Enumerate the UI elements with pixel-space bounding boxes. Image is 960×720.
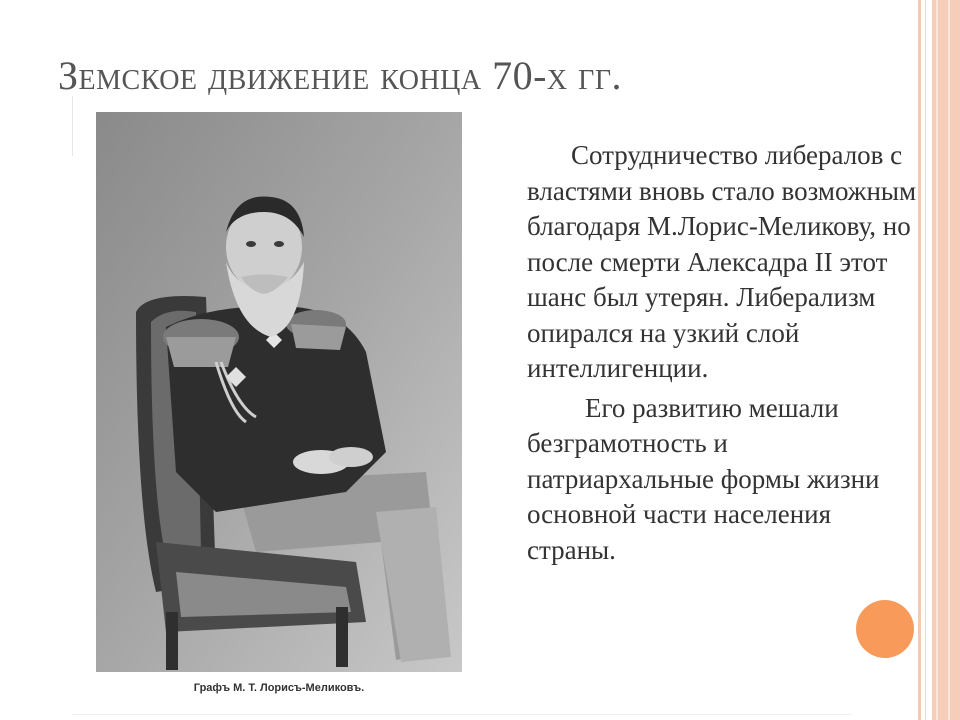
decorative-stripe [918,0,921,720]
decorative-stripe [936,0,938,720]
decorative-circle [856,600,914,658]
decorative-line [72,96,73,156]
portrait-illustration [96,112,462,672]
portrait-photo [96,112,462,672]
decorative-stripe [948,0,950,720]
decorative-stripe [925,0,926,720]
paragraph-1: Сотрудничество либералов с властями вновь стало возможным благодаря М.Лорис-Меликову, но после смерти Алексадра II этот шанс был утерян. Либерализм опирался на узкий слой интеллигенции. [527,140,917,383]
decorative-line [72,714,852,715]
photo-caption: Графъ М. Т. Лорисъ-Меликовъ. [193,682,365,694]
slide-title: Земское движение конца 70-х гг. [58,53,623,98]
body-text [527,138,917,568]
paragraph-2: Его развитию мешали безграмотность и патриархальные формы жизни основной части населения страны. [527,392,880,565]
